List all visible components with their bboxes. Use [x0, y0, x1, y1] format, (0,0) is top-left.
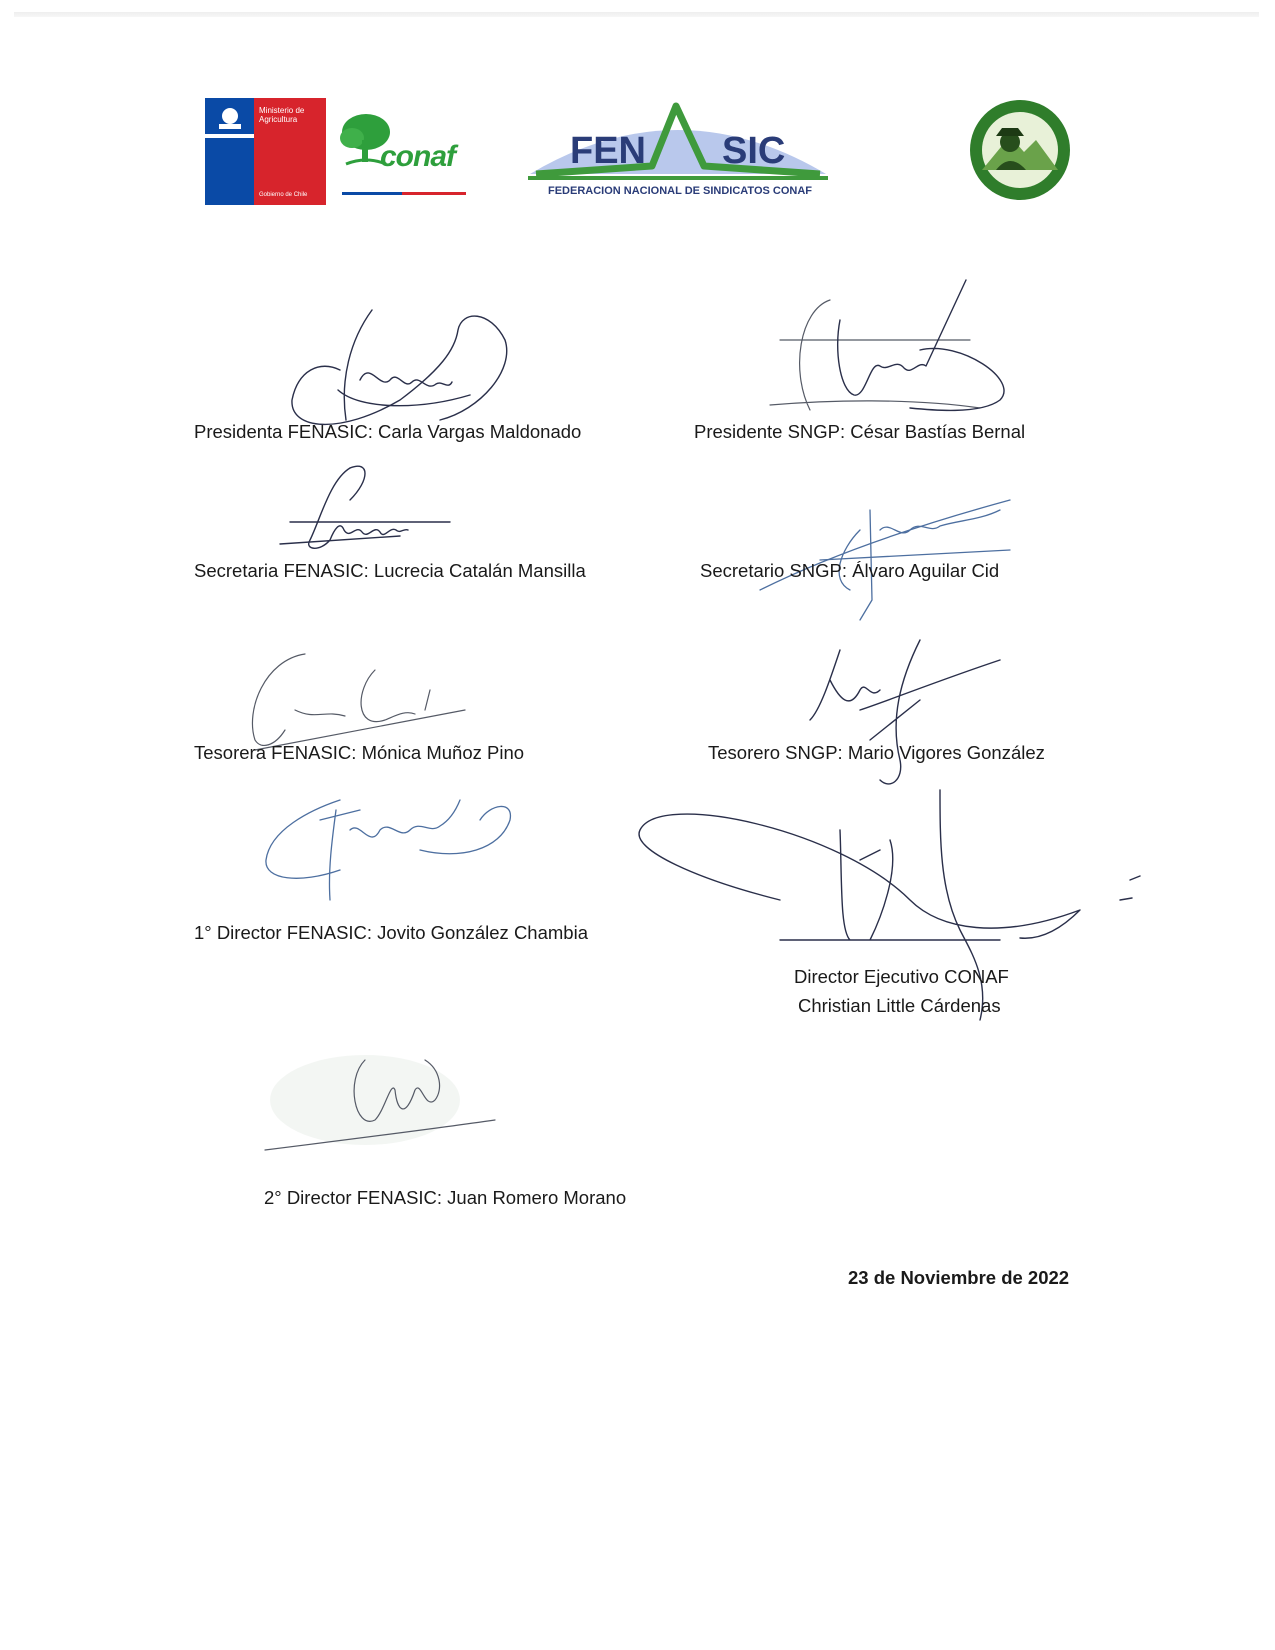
park-ranger-seal-icon	[952, 100, 1088, 204]
signatory-director-conaf-title: Director Ejecutivo CONAF	[794, 966, 1009, 987]
scan-top-edge	[14, 12, 1259, 17]
signatory-director1-fenasic: 1° Director FENASIC: Jovito González Chambia	[194, 922, 588, 943]
signature-secretario-sngp	[760, 490, 1020, 620]
ministerio-agricultura-logo: Ministerio de Agricultura Gobierno de Chile	[205, 98, 326, 205]
signatory-presidenta-fenasic: Presidenta FENASIC: Carla Vargas Maldonado	[194, 421, 582, 442]
signatory-secretaria-fenasic: Secretaria FENASIC: Lucrecia Catalán Mansilla	[194, 560, 586, 581]
document-date: 23 de Noviembre de 2022	[848, 1267, 1070, 1288]
coat-of-arms-icon	[213, 104, 247, 132]
fenasic-logo: FEN SIC FEDERACION NACIONAL DE SINDICATOS CONAF	[528, 96, 828, 200]
signature-tesorero-sngp	[800, 640, 1020, 790]
signature-secretaria-fenasic	[280, 460, 460, 560]
signature-director-conaf	[640, 790, 1140, 1030]
signatory-tesorera-fenasic: Tesorera FENASIC: Mónica Muñoz Pino	[194, 742, 525, 763]
signatory-tesorero-sngp: Tesorero SNGP: Mario Vigores González	[708, 742, 1045, 763]
conaf-logo: conaf	[338, 110, 468, 190]
signatory-presidente-sngp: Presidente SNGP: César Bastías Bernal	[694, 421, 1026, 442]
signatory-secretario-sngp: Secretario SNGP: Álvaro Aguilar Cid	[700, 560, 1000, 581]
sindicato-seal-logo	[952, 100, 1088, 204]
signature-director1-fenasic	[260, 790, 520, 910]
signatory-director-conaf-name: Christian Little Cárdenas	[798, 995, 1001, 1016]
signature-director2-fenasic	[265, 1040, 505, 1160]
signatory-director2-fenasic: 2° Director FENASIC: Juan Romero Morano	[264, 1187, 627, 1208]
signature-presidente-sngp	[770, 280, 1020, 440]
